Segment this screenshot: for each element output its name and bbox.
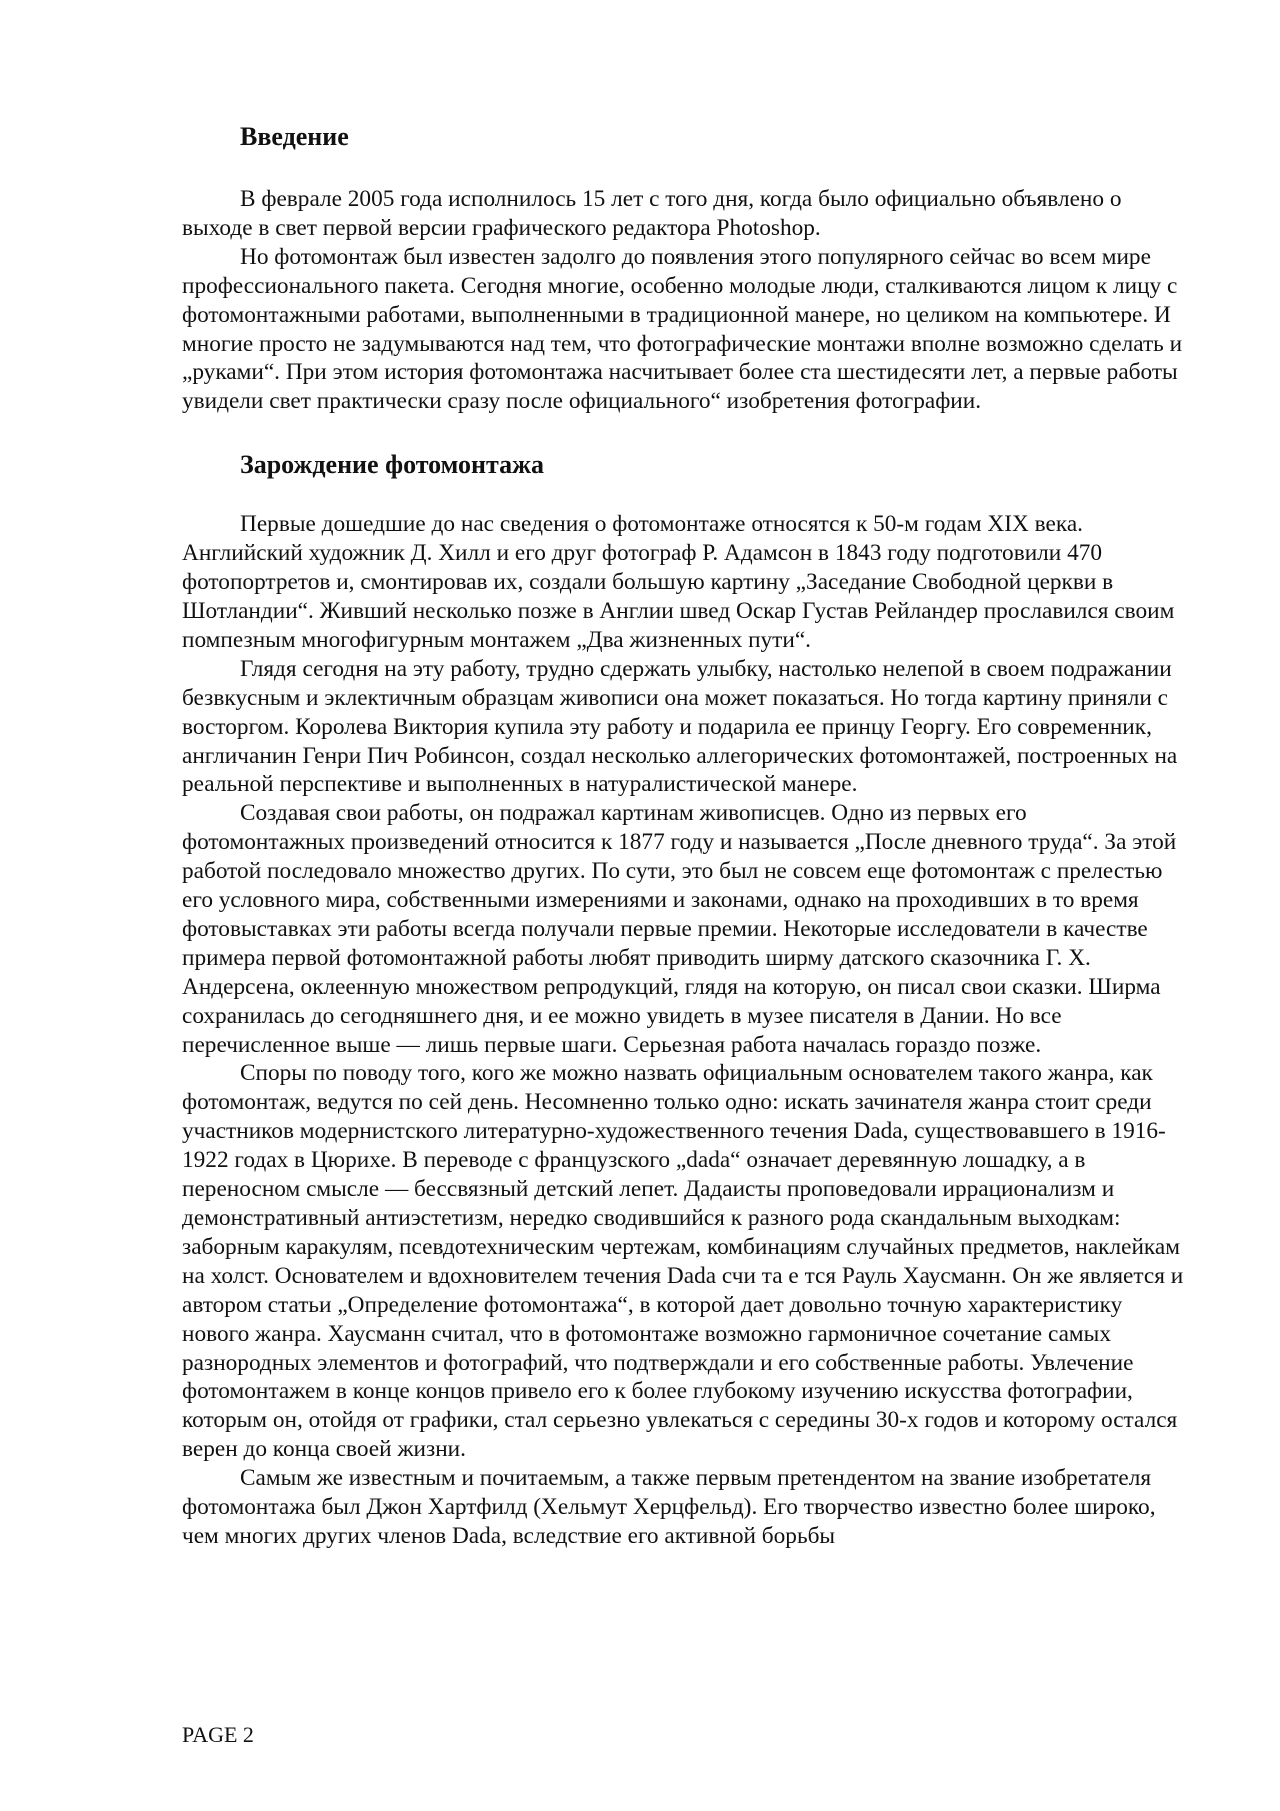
paragraph: Самым же известным и почитаемым, а также первым претендентом на звание изобретателя фотомонтажа был Джон Хартфилд (Хельмут Херцфельд). Его творчество известно более широко, чем многих других членов Dada, вследствие его активной борьбы <box>182 1465 1156 1549</box>
paragraph: Глядя сегодня на эту работу, трудно сдержать улыбку, настолько нелепой в своем подражании безвкусным и эклектичным образцам живописи она может показаться. Но тогда картину приняли с восторгом. Королева Виктория купила эту работу и подарила ее принцу Георгу. Его современник, англичанин Генри Пич Робинсон, создал несколько аллегорических фотомонтажей, построенных на реальной перспективе и выполненных в натуралистической манере. <box>182 655 1178 798</box>
paragraph: Но фотомонтаж был известен задолго до появления этого популярного сейчас во всем мире профессионального пакета. Сегодня многие, особенно молодые люди, сталкиваются лицом к лицу с фотомонтажными работами, выполненными в традиционной манере, но целиком на компьютере. И многие просто не задумываются над тем, что фотографические монтажи вполне возможно сделать и „руками“. При этом история фотомонтажа насчитывает более ста шестидесяти лет, а первые работы увидели свет практически сразу после официального“ изобретения фотографии. <box>182 243 1183 415</box>
paragraph: В феврале 2005 года исполнилось 15 лет с того дня, когда было официально объявлено о выходе в свет первой версии графического редактора Photoshop. <box>182 186 1122 241</box>
heading-introduction: Введение <box>240 122 349 151</box>
paragraph: Первые дошедшие до нас сведения о фотомонтаже относятся к 50-м годам XIX века. Английский художник Д. Хилл и его друг фотограф Р. Адамсон в 1843 году подготовили 470 фотопортретов и, смонтировав их, создали большую картину „Заседание Свободной церкви в Шотландии“. Живший несколько позже в Англии швед Оскар Густав Рейландер прославился своим помпезным многофигурным монтажем „Два жизненных пути“. <box>182 511 1175 653</box>
heading-origin: Зарождение фотомонтажа <box>240 450 544 480</box>
paragraph: Споры по поводу того, кого же можно назвать официальным основателем такого жанра, как фотомонтаж, ведутся по сей день. Несомненно только одно: искать зачинателя жанра стоит среди участников модернистского литературно-художественного течения Dada, существовавшего в 1916-1922 годах в Цюрихе. В переводе с французского „dada“ означает деревянную лошадку, а в переносном смысле — бессвязный детский лепет. Дадаисты проповедовали иррационализм и демонстративный антиэстетизм, нередко сводившийся к разного рода скандальным выходкам: заборным каракулям, псевдотехническим чертежам, комбинациям случайных предметов, наклейкам на холст. Основателем и вдохновителем течения Dada счи та е тся Рауль Хаусманн. Он же является и автором статьи „Определение фотомонтажа“, в которой дает довольно точную характеристику нового жанра. Хаусманн считал, что в фотомонтаже возможно гармоничное сочетание самых разнородных элементов и фотографий, что подтверждали и его собственные работы. Увлечение фотомонтажем в конце концов привело его к более глубокому изучению искусства фотографии, которым он, отойдя от графики, стал серьезно увлекаться с середины 30-х годов и которому остался верен до конца своей жизни. <box>182 1060 1184 1463</box>
spacer <box>182 152 1190 185</box>
paragraph: Создавая свои работы, он подражал картинам живописцев. Одно из первых его фотомонтажных произведений относится к 1877 году и называется „После дневного труда“. За этой работой последовало множество других. По сути, это был не совсем еще фотомонтаж с прелестью его условного мира, собственными измерениями и законами, однако на проходивших в то время фотовыставках эти работы всегда получали первые премии. Некоторые исследователи в качестве примера первой фотомонтажной работы любят приводить ширму датского сказочника Г. Х. Андерсена, оклеенную множеством репродукций, глядя на которую, он писал свои сказки. Ширма сохранилась до сегодняшнего дня, и ее можно увидеть в музее писателя в Дании. Но все перечисленное выше — лишь первые шаги. Серьезная работа началась гораздо позже. <box>182 800 1177 1058</box>
page-number-footer: PAGE 2 <box>182 1722 254 1747</box>
document-body <box>182 118 1190 1551</box>
